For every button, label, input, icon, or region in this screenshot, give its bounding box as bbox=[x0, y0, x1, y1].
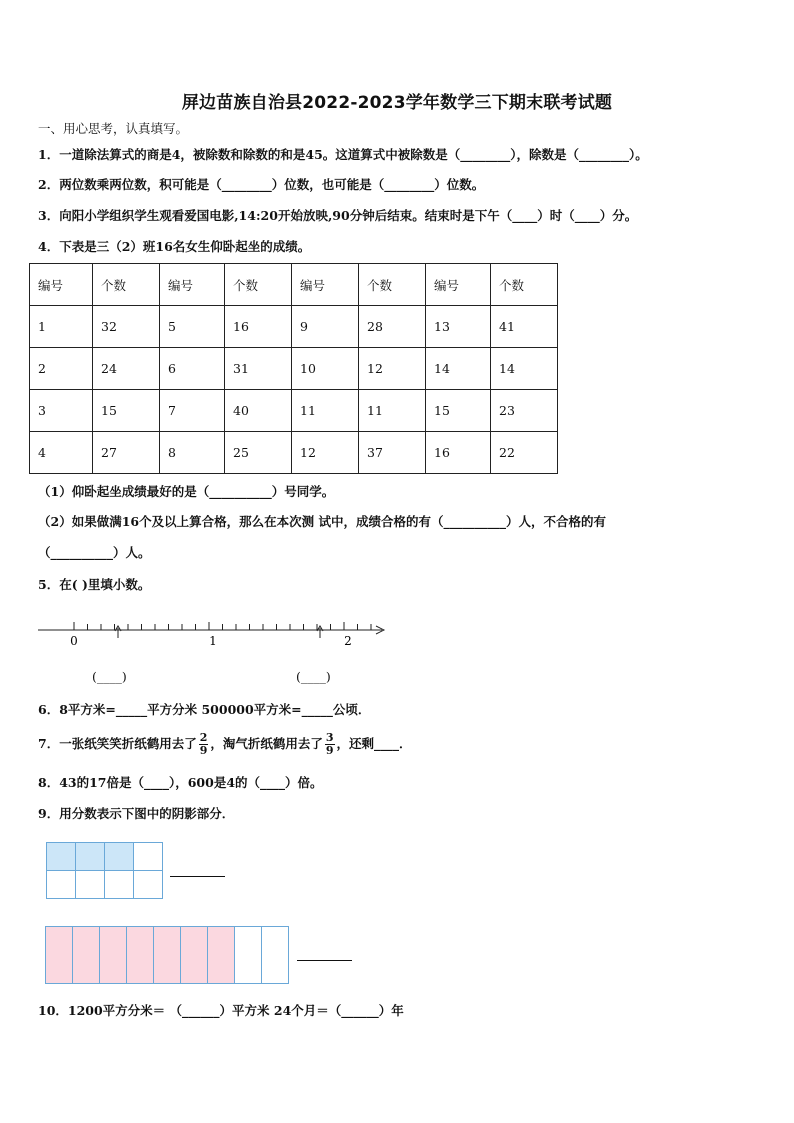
unshaded-cell bbox=[134, 843, 163, 871]
table-cell: 8 bbox=[160, 432, 225, 474]
table-cell: 7 bbox=[160, 390, 225, 432]
table-cell: 24 bbox=[93, 348, 160, 390]
table-row bbox=[30, 306, 558, 348]
table-cell: 13 bbox=[426, 306, 491, 348]
table-header-cell: 个数 bbox=[359, 264, 426, 306]
shaded-cell bbox=[47, 843, 76, 871]
question-1: 1．一道除法算式的商是4，被除数和除数的和是45。这道算式中被除数是（________），除数是（________）。 bbox=[38, 147, 648, 162]
table-header-cell: 个数 bbox=[225, 264, 292, 306]
table-cell: 16 bbox=[225, 306, 292, 348]
shaded-cell bbox=[100, 927, 127, 984]
question-7 bbox=[38, 732, 412, 757]
table-cell: 5 bbox=[160, 306, 225, 348]
shaded-cell bbox=[76, 843, 105, 871]
shaded-cell bbox=[46, 927, 73, 984]
table-cell: 32 bbox=[93, 306, 160, 348]
fraction-1-denominator: 9 bbox=[199, 744, 208, 757]
label-two: 2 bbox=[344, 634, 352, 648]
fraction-two-ninths bbox=[199, 732, 209, 757]
table-cell: 40 bbox=[225, 390, 292, 432]
question-7-text-3: ，还剩____． bbox=[336, 736, 412, 751]
unshaded-cell bbox=[105, 871, 134, 899]
question-8: 8．43的17倍是（____），600是4的（____）倍。 bbox=[38, 775, 323, 790]
number-line-blank-left: (____) bbox=[92, 669, 127, 684]
table-cell: 3 bbox=[30, 390, 93, 432]
label-one: 1 bbox=[209, 634, 217, 648]
table-row bbox=[30, 390, 558, 432]
fraction-2-denominator: 9 bbox=[325, 744, 334, 757]
answer-line-2 bbox=[297, 960, 352, 961]
question-4-part-1: （1）仰卧起坐成绩最好的是（__________）号同学。 bbox=[38, 484, 335, 499]
number-line-blank-right: (____) bbox=[296, 669, 331, 684]
question-10: 10．1200平方分米＝ （______）平方米 24个月＝（______）年 bbox=[38, 1003, 404, 1018]
question-4: 4．下表是三（2）班16名女生仰卧起坐的成绩。 bbox=[38, 239, 311, 254]
table-header-cell: 个数 bbox=[93, 264, 160, 306]
answer-line-1 bbox=[170, 876, 225, 877]
table-cell: 16 bbox=[426, 432, 491, 474]
table-cell: 12 bbox=[359, 348, 426, 390]
question-4-part-2: （2）如果做满16个及以上算合格，那么在本次测 试中，成绩合格的有（__________）人，不合格的有 bbox=[38, 514, 606, 529]
fraction-2-numerator: 3 bbox=[325, 731, 334, 744]
table-cell: 11 bbox=[292, 390, 359, 432]
table-header-cell: 编号 bbox=[160, 264, 225, 306]
shaded-grid-2 bbox=[45, 926, 289, 984]
unshaded-cell bbox=[76, 871, 105, 899]
table-row bbox=[30, 432, 558, 474]
table-cell: 15 bbox=[426, 390, 491, 432]
shaded-cell bbox=[127, 927, 154, 984]
question-9: 9．用分数表示下图中的阴影部分． bbox=[38, 806, 235, 821]
table-cell: 22 bbox=[491, 432, 558, 474]
shaded-cell bbox=[154, 927, 181, 984]
table-header-cell: 编号 bbox=[426, 264, 491, 306]
shaded-cell bbox=[105, 843, 134, 871]
table-cell: 11 bbox=[359, 390, 426, 432]
table-cell: 4 bbox=[30, 432, 93, 474]
question-7-text-1: 7．一张纸笑笑折纸鹤用去了 bbox=[38, 736, 197, 751]
page-title: 屏边苗族自治县2022-2023学年数学三下期末联考试题 bbox=[181, 93, 613, 113]
table-cell: 12 bbox=[292, 432, 359, 474]
table-row bbox=[30, 348, 558, 390]
table-cell: 15 bbox=[93, 390, 160, 432]
shaded-cell bbox=[73, 927, 100, 984]
shaded-cell bbox=[208, 927, 235, 984]
table-cell: 28 bbox=[359, 306, 426, 348]
fraction-1-numerator: 2 bbox=[199, 731, 208, 744]
shaded-grid-1 bbox=[46, 842, 163, 899]
table-cell: 6 bbox=[160, 348, 225, 390]
unshaded-cell bbox=[235, 927, 262, 984]
table-header-row bbox=[30, 264, 558, 306]
table-cell: 10 bbox=[292, 348, 359, 390]
question-3: 3．向阳小学组织学生观看爱国电影,14:20开始放映,90分钟后结束。结束时是下午（____）时（____）分。 bbox=[38, 208, 638, 223]
table-cell: 1 bbox=[30, 306, 93, 348]
score-table bbox=[29, 263, 558, 474]
table-cell: 14 bbox=[491, 348, 558, 390]
unshaded-cell bbox=[134, 871, 163, 899]
label-zero: 0 bbox=[70, 634, 78, 648]
table-cell: 31 bbox=[225, 348, 292, 390]
number-line bbox=[36, 618, 396, 648]
table-header-cell: 编号 bbox=[30, 264, 93, 306]
table-cell: 27 bbox=[93, 432, 160, 474]
question-6: 6．8平方米=_____平方分米 500000平方米=_____公顷． bbox=[38, 702, 371, 717]
unshaded-cell bbox=[47, 871, 76, 899]
fraction-three-ninths bbox=[325, 732, 335, 757]
table-cell: 41 bbox=[491, 306, 558, 348]
question-7-text-2: ，淘气折纸鹤用去了 bbox=[210, 736, 323, 751]
table-header-cell: 个数 bbox=[491, 264, 558, 306]
unshaded-cell bbox=[262, 927, 289, 984]
table-cell: 25 bbox=[225, 432, 292, 474]
table-cell: 14 bbox=[426, 348, 491, 390]
shaded-cell bbox=[181, 927, 208, 984]
table-header-cell: 编号 bbox=[292, 264, 359, 306]
table-cell: 2 bbox=[30, 348, 93, 390]
section-heading: 一、用心思考，认真填写。 bbox=[38, 121, 189, 136]
question-5: 5．在( )里填小数。 bbox=[38, 577, 151, 592]
question-2: 2．两位数乘两位数，积可能是（________）位数，也可能是（________）位数。 bbox=[38, 177, 485, 192]
table-cell: 23 bbox=[491, 390, 558, 432]
table-cell: 37 bbox=[359, 432, 426, 474]
question-4-part-2-cont: （__________）人。 bbox=[38, 545, 151, 560]
table-cell: 9 bbox=[292, 306, 359, 348]
